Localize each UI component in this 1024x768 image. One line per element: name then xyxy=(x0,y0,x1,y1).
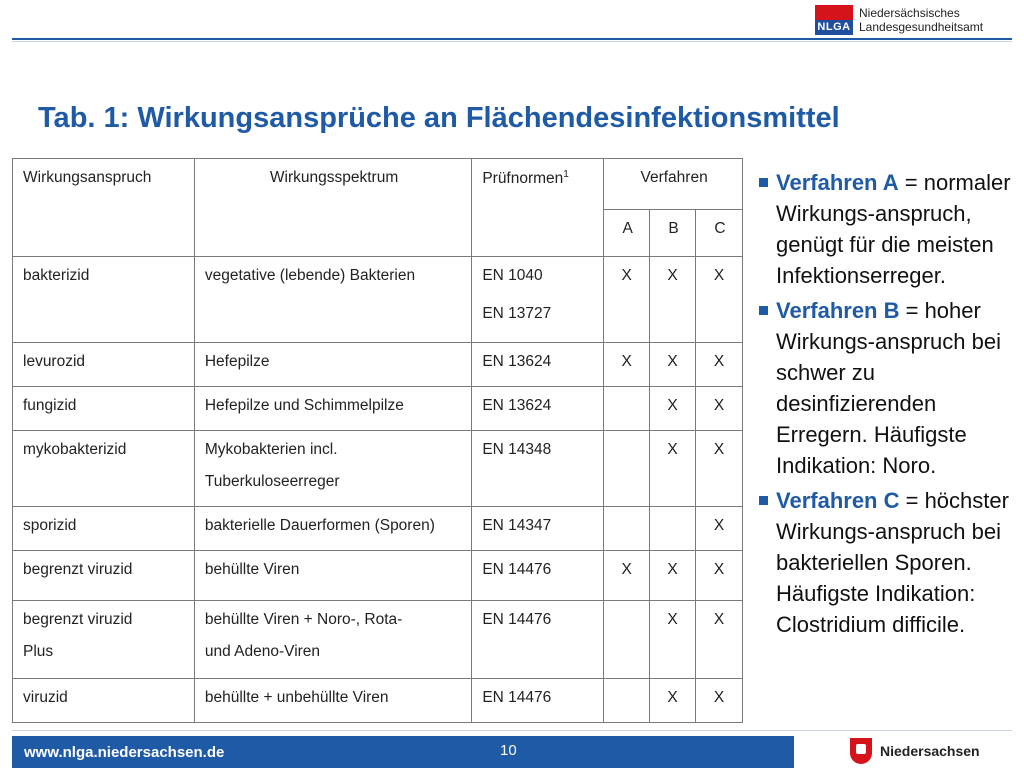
nlga-logo-text xyxy=(859,6,983,34)
header-rule-light xyxy=(12,41,1012,42)
table-row xyxy=(13,257,743,343)
table-cell: EN 13624 xyxy=(472,387,604,431)
table-cell: begrenzt viruzid xyxy=(13,551,195,601)
table-row xyxy=(13,679,743,723)
logo-line2: Landesgesundheitsamt xyxy=(859,20,984,34)
table-cell: EN 1040 EN 13727 xyxy=(472,257,604,343)
verfahren-cell: X xyxy=(696,601,743,679)
verfahren-cell: X xyxy=(650,601,696,679)
table-cell: EN 14348 xyxy=(472,431,604,507)
table-cell: Hefepilze xyxy=(194,343,471,387)
note-verfahren-b: Verfahren B = hoher Wirkungs-anspruch bei schwer zu desinfizierenden Erregern. Häufigste Indikation: Noro. xyxy=(758,295,1020,481)
notes-list xyxy=(758,167,1020,644)
table-cell: levurozid xyxy=(13,343,195,387)
footer-url-link[interactable]: www.nlga.niedersachsen.de xyxy=(24,744,225,761)
table-row xyxy=(13,431,743,507)
table-cell: EN 13624 xyxy=(472,343,604,387)
verfahren-cell: X xyxy=(604,257,650,343)
verfahren-cell: X xyxy=(650,679,696,723)
table-cell: behüllte Viren xyxy=(194,551,471,601)
header-b: B xyxy=(650,210,696,257)
table-cell: bakterizid xyxy=(13,257,195,343)
verfahren-cell: X xyxy=(696,387,743,431)
page-number: 10 xyxy=(500,742,517,759)
square-bullet-icon xyxy=(759,178,768,187)
niedersachsen-label: Niedersachsen xyxy=(880,743,980,759)
verfahren-cell: X xyxy=(604,343,650,387)
table-row xyxy=(13,551,743,601)
nlga-logo-abbr: NLGA xyxy=(815,20,853,35)
verfahren-cell: X xyxy=(650,343,696,387)
wirkungsanspruch-table xyxy=(12,158,743,723)
table-cell: begrenzt viruzid Plus xyxy=(13,601,195,679)
verfahren-cell: X xyxy=(696,507,743,551)
verfahren-cell xyxy=(604,679,650,723)
table-cell: Mykobakterien incl. Tuberkuloseerreger xyxy=(194,431,471,507)
table-cell: EN 14476 xyxy=(472,601,604,679)
table-cell: bakterielle Dauerformen (Sporen) xyxy=(194,507,471,551)
table-cell: behüllte Viren + Noro-, Rota- und Adeno-Viren xyxy=(194,601,471,679)
verfahren-cell: X xyxy=(696,679,743,723)
verfahren-cell: X xyxy=(650,257,696,343)
page-title: Tab. 1: Wirkungsansprüche an Flächendesinfektionsmittel xyxy=(38,102,840,134)
table-cell: sporizid xyxy=(13,507,195,551)
note-verfahren-c: Verfahren C = höchster Wirkungs-anspruch bei bakteriellen Sporen. Häufigste Indikation: Clostridium difficile. xyxy=(758,485,1020,640)
square-bullet-icon xyxy=(759,496,768,505)
table-cell: mykobakterizid xyxy=(13,431,195,507)
header-c: C xyxy=(696,210,743,257)
verfahren-cell: X xyxy=(604,551,650,601)
header-wirkungsspektrum: Wirkungsspektrum xyxy=(194,159,471,257)
table-row xyxy=(13,507,743,551)
header-wirkungsanspruch: Wirkungsanspruch xyxy=(13,159,195,257)
table-cell: behüllte + unbehüllte Viren xyxy=(194,679,471,723)
header-a: A xyxy=(604,210,650,257)
header-pruefnormen: Prüfnormen$^1$ xyxy=(472,159,604,257)
note-verfahren-a: Verfahren A = normaler Wirkungs-anspruch, genügt für die meisten Infektionserreger. xyxy=(758,167,1020,291)
nlga-logo-mark xyxy=(815,5,853,35)
nlga-logo xyxy=(815,4,983,36)
verfahren-cell: X xyxy=(650,387,696,431)
table-row xyxy=(13,387,743,431)
table-row xyxy=(13,601,743,679)
table-header-row xyxy=(13,159,743,210)
verfahren-cell xyxy=(650,507,696,551)
table-cell: EN 14476 xyxy=(472,551,604,601)
verfahren-cell: X xyxy=(696,551,743,601)
niedersachsen-logo xyxy=(850,738,980,764)
verfahren-cell: X xyxy=(696,431,743,507)
header-verfahren: Verfahren xyxy=(604,159,743,210)
verfahren-cell xyxy=(604,507,650,551)
verfahren-cell: X xyxy=(696,257,743,343)
verfahren-cell xyxy=(604,601,650,679)
verfahren-cell xyxy=(604,387,650,431)
header-rule xyxy=(12,38,1012,40)
verfahren-cell: X xyxy=(650,431,696,507)
table-cell: vegetative (lebende) Bakterien xyxy=(194,257,471,343)
table-cell: viruzid xyxy=(13,679,195,723)
table-row xyxy=(13,343,743,387)
footer-rule xyxy=(12,730,1012,731)
square-bullet-icon xyxy=(759,306,768,315)
logo-line1: Niedersächsisches xyxy=(859,6,960,20)
verfahren-cell: X xyxy=(650,551,696,601)
table-cell: fungizid xyxy=(13,387,195,431)
table-cell: EN 14347 xyxy=(472,507,604,551)
table-cell: EN 14476 xyxy=(472,679,604,723)
horse-crest-icon xyxy=(850,738,872,764)
verfahren-cell: X xyxy=(696,343,743,387)
table-cell: Hefepilze und Schimmelpilze xyxy=(194,387,471,431)
verfahren-cell xyxy=(604,431,650,507)
